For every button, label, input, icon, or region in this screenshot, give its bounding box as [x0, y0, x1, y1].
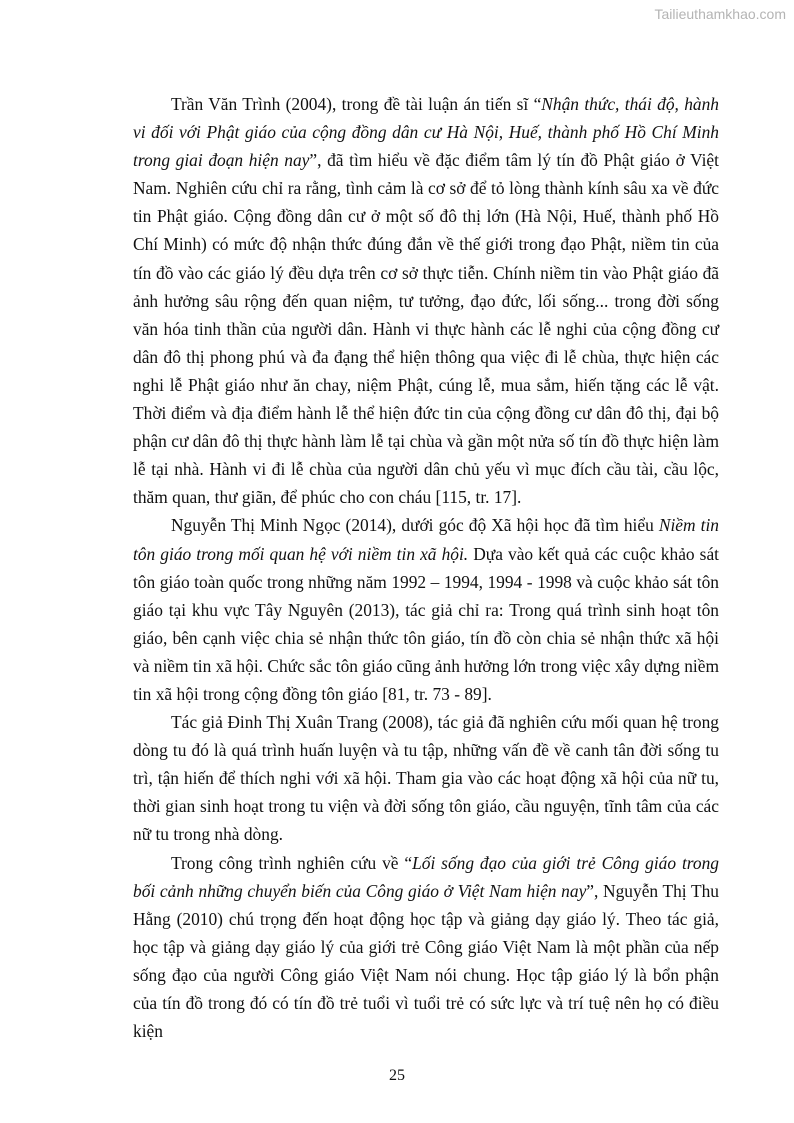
paragraph-text: ”, đã tìm hiểu về đặc điểm tâm lý tín đồ Phật giáo ở Việt Nam. Nghiên cứu chỉ ra rằng, tình cảm là cơ sở để tỏ lòng thành kính sâu xa về đức tin Phật giáo. Cộng đồng dân cư ở một số đô thị lớn (Hà Nội, Huế, thành phố Hồ Chí Minh) có mức độ nhận thức đúng đắn về thế giới trong đạo Phật, niềm tin của tín đồ vào các giáo lý đều dựa trên cơ sở thực tiễn. Chính niềm tin vào Phật giáo đã ảnh hưởng sâu rộng đến quan niệm, tư tưởng, đạo đức, lối sống... trong đời sống văn hóa tinh thần của người dân. Hành vi thực hành các lễ nghi của cộng đồng cư dân đô thị phong phú và đa đạng thể hiện thông qua việc đi lễ chùa, thực hiện các nghi lễ Phật giáo như ăn chay, niệm Phật, cúng lễ, mua sắm, hiến tặng các lễ vật. Thời điểm và địa điểm hành lễ thể hiện đức tin của cộng đồng cư dân đô thị, đại bộ phận cư dân đô thị thực hành làm lễ tại chùa và gần một nửa số tín đồ thực hiện làm lễ tại nhà. Hành vi đi lễ chùa của người dân chủ yếu vì mục đích cầu tài, cầu lộc, thăm quan, thư giãn, để phúc cho con cháu [115, tr. 17].: [133, 150, 719, 508]
paragraph-nguyen-thi-thu-hang: [133, 849, 719, 1046]
cited-title: Niềm tin tôn giáo trong mối quan hệ với niềm tin xã hội.: [133, 515, 719, 564]
paragraph-nguyen-thi-minh-ngoc: [133, 511, 719, 708]
paragraph-text: Tác giả Đinh Thị Xuân Trang (2008), tác giả đã nghiên cứu mối quan hệ trong dòng tu đó là quá trình huấn luyện và tu tập, những vấn đề về canh tân đời sống tu trì, tận hiến để thích nghi với xã hội. Tham gia vào các hoạt động xã hội của nữ tu, thời gian sinh hoạt trong tu viện và đời sống tôn giáo, cầu nguyện, tĩnh tâm của các nữ tu trong nhà dòng.: [133, 712, 719, 845]
paragraph-text: Trần Văn Trình (2004), trong đề tài luận án tiến sĩ “: [171, 94, 542, 114]
paragraph-text: Dựa vào kết quả các cuộc khảo sát tôn giáo toàn quốc trong những năm 1992 – 1994, 1994 - 1998 và cuộc khảo sát tôn giáo tại khu vực Tây Nguyên (2013), tác giả chỉ ra: Trong quá trình sinh hoạt tôn giáo, bên cạnh việc chia sẻ nhận thức tôn giáo, tín đồ còn chia sẻ nhận thức xã hội và niềm tin xã hội. Chức sắc tôn giáo cũng ảnh hưởng lớn trong việc xây dựng niềm tin xã hội trong cộng đồng tôn giáo [81, tr. 73 - 89].: [133, 543, 719, 704]
paragraph-dinh-thi-xuan-trang: [133, 708, 719, 848]
document-body: [133, 90, 719, 1045]
paragraph-text: Nguyễn Thị Minh Ngọc (2014), dưới góc độ Xã hội học đã tìm hiểu: [171, 515, 659, 536]
watermark-text: Tailieuthamkhao.com: [654, 6, 786, 22]
paragraph-text: ”, Nguyễn Thị Thu Hằng (2010) chú trọng đến hoạt động học tập và giảng dạy giáo lý. Theo tác giả, học tập và giảng dạy giáo lý của giới trẻ Công giáo Việt Nam là một phần của nếp sống đạo của người Công giáo Việt Nam nói chung. Học tập giáo lý là bổn phận của tín đồ trong đó có tín đồ trẻ tuổi vì tuổi trẻ có sức lực và trí tuệ nên họ có điều kiện: [133, 880, 720, 1042]
paragraph-text: Trong công trình nghiên cứu về “: [171, 852, 413, 873]
paragraph-tran-van-trinh: [133, 90, 719, 511]
cited-title: Nhận thức, thái độ, hành vi đối với Phật giáo của cộng đồng dân cư Hà Nội, Huế, thành phố Hồ Chí Minh trong giai đoạn hiện nay: [133, 94, 719, 171]
page-number: 25: [389, 1067, 405, 1084]
cited-title: Lối sống đạo của giới trẻ Công giáo trong bối cảnh những chuyển biến của Công giáo ở Việt Nam hiện nay: [133, 852, 719, 901]
